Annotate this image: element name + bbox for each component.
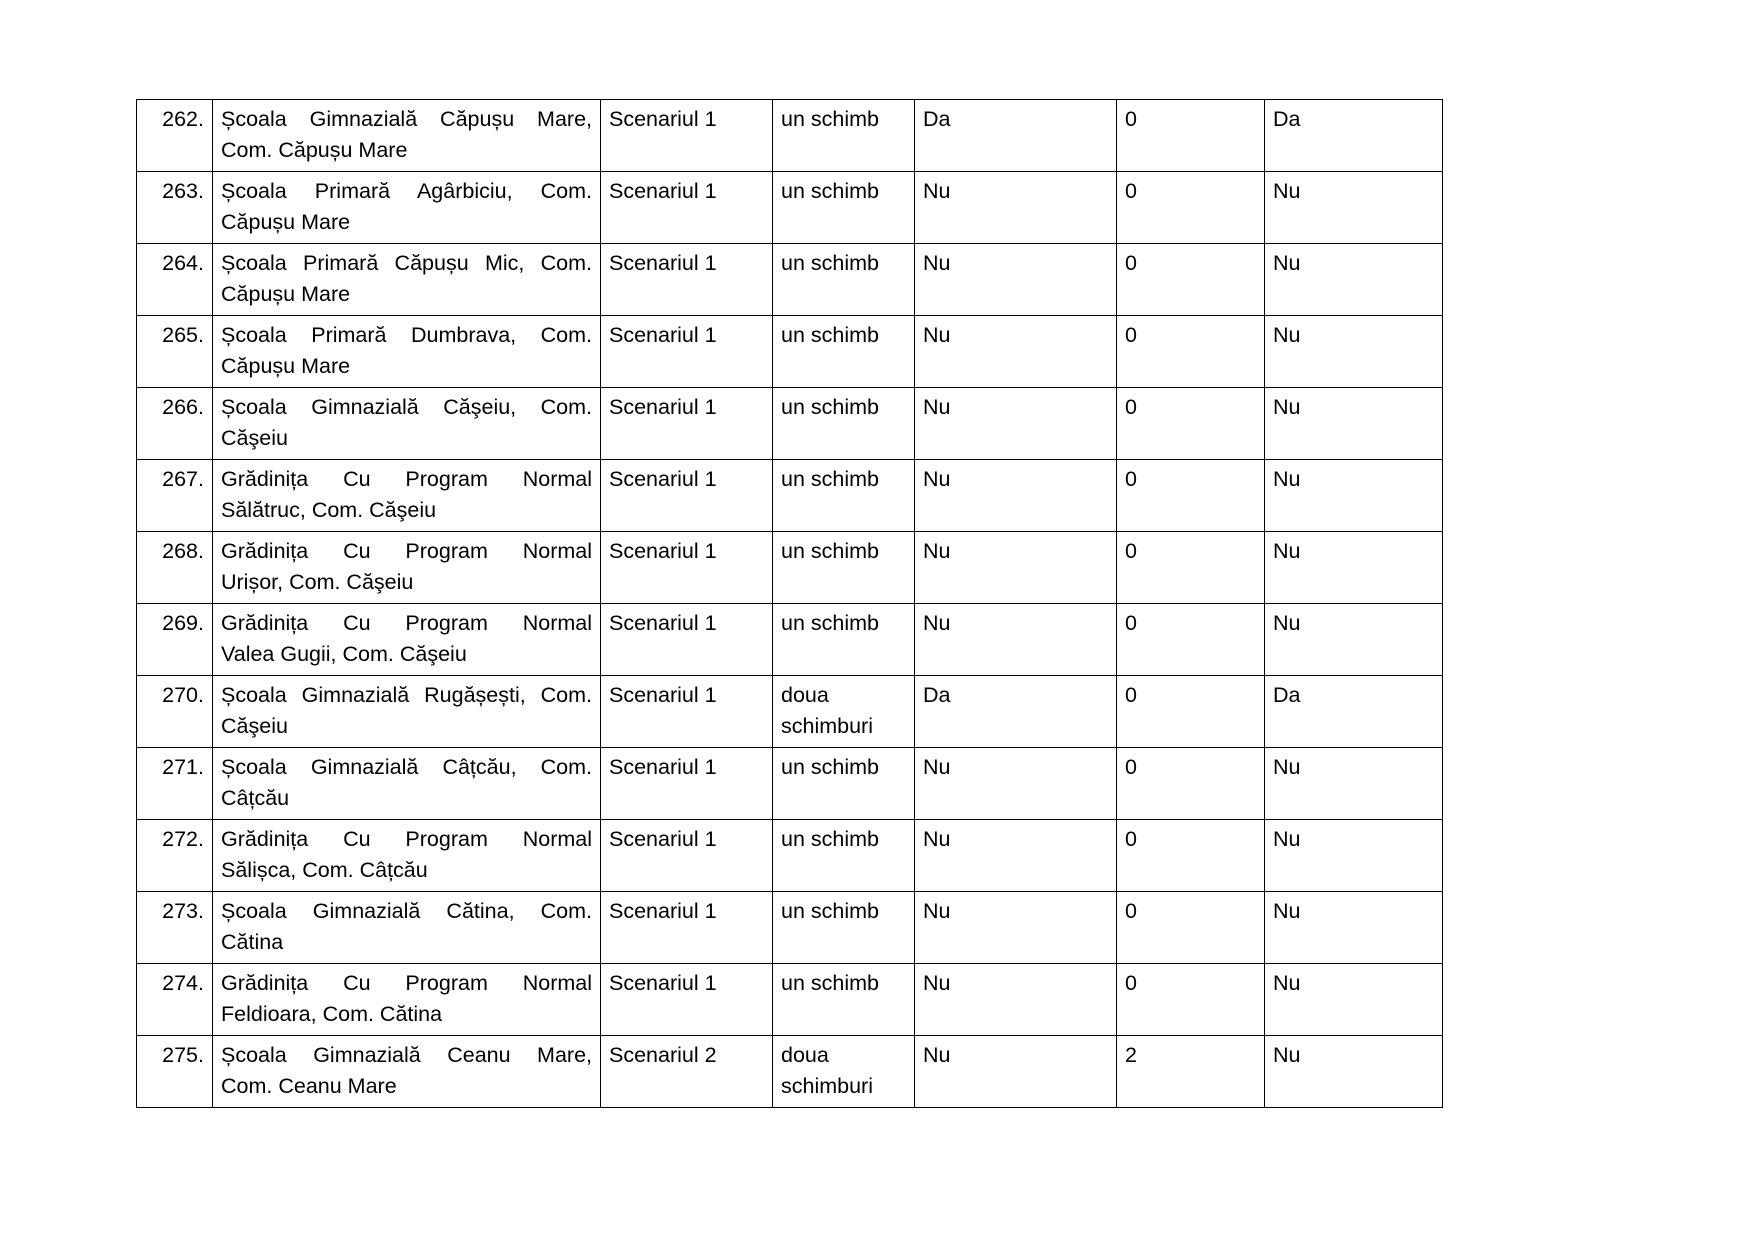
shift-line-1: un schimb (781, 611, 879, 636)
shift-line-1: un schimb (781, 323, 879, 348)
cell-shift (773, 676, 915, 748)
cell-index: 274. (137, 964, 213, 1036)
cell-shift (773, 244, 915, 316)
cell-count: 0 (1117, 532, 1265, 604)
shift-line-1: un schimb (781, 395, 879, 420)
cell-index: 270. (137, 676, 213, 748)
cell-school-name (213, 964, 601, 1036)
school-name-line-2: Căpușu Mare (221, 281, 351, 306)
table-row (137, 172, 1443, 244)
school-name-line-1: Grădinița Cu Program Normal (221, 467, 592, 492)
table-row (137, 244, 1443, 316)
cell-scenario: Scenariul 1 (601, 748, 773, 820)
cell-school-name (213, 172, 601, 244)
cell-school-name (213, 244, 601, 316)
cell-count: 0 (1117, 604, 1265, 676)
cell-shift (773, 100, 915, 172)
school-name-line-1: Școala Primară Căpușu Mic, Com. (221, 251, 592, 276)
cell-school-name (213, 388, 601, 460)
shift-line-2: schimburi (781, 713, 873, 738)
cell-school-name (213, 748, 601, 820)
cell-flag-secondary: Nu (1265, 172, 1443, 244)
cell-flag-primary: Nu (915, 820, 1117, 892)
cell-flag-primary: Da (915, 100, 1117, 172)
school-name-line-1: Grădinița Cu Program Normal (221, 539, 592, 564)
cell-school-name (213, 460, 601, 532)
school-name-line-2: Căpușu Mare (221, 209, 351, 234)
table-row (137, 892, 1443, 964)
cell-count: 0 (1117, 748, 1265, 820)
cell-count: 0 (1117, 460, 1265, 532)
cell-scenario: Scenariul 1 (601, 676, 773, 748)
cell-scenario: Scenariul 1 (601, 316, 773, 388)
cell-school-name (213, 892, 601, 964)
school-name-line-2: Valea Gugii, Com. Căşeiu (221, 641, 467, 666)
cell-shift (773, 532, 915, 604)
school-name-line-2: Câțcău (221, 785, 290, 810)
school-name-line-1: Școala Primară Dumbrava, Com. (221, 323, 592, 348)
cell-index: 262. (137, 100, 213, 172)
cell-count: 0 (1117, 892, 1265, 964)
table-row (137, 748, 1443, 820)
cell-flag-secondary: Nu (1265, 964, 1443, 1036)
shift-line-1: doua (781, 1043, 829, 1068)
cell-flag-primary: Nu (915, 604, 1117, 676)
shift-line-1: un schimb (781, 467, 879, 492)
cell-index: 271. (137, 748, 213, 820)
table-row (137, 532, 1443, 604)
cell-scenario: Scenariul 1 (601, 532, 773, 604)
cell-index: 266. (137, 388, 213, 460)
cell-flag-primary: Nu (915, 748, 1117, 820)
school-name-line-1: Grădinița Cu Program Normal (221, 827, 592, 852)
cell-scenario: Scenariul 2 (601, 1036, 773, 1108)
shift-line-1: un schimb (781, 827, 879, 852)
cell-count: 0 (1117, 316, 1265, 388)
cell-index: 269. (137, 604, 213, 676)
cell-school-name (213, 676, 601, 748)
school-name-line-2: Com. Ceanu Mare (221, 1073, 397, 1098)
cell-scenario: Scenariul 1 (601, 172, 773, 244)
school-name-line-1: Școala Gimnazială Rugășești, Com. (221, 683, 592, 708)
school-name-line-1: Școala Gimnazială Căpușu Mare, (221, 107, 592, 131)
table-row (137, 100, 1443, 172)
cell-flag-secondary: Da (1265, 676, 1443, 748)
cell-index: 267. (137, 460, 213, 532)
cell-scenario: Scenariul 1 (601, 892, 773, 964)
school-name-line-2: Sălătruc, Com. Căşeiu (221, 497, 437, 522)
cell-index: 275. (137, 1036, 213, 1108)
cell-index: 268. (137, 532, 213, 604)
cell-flag-secondary: Nu (1265, 244, 1443, 316)
cell-flag-secondary: Nu (1265, 460, 1443, 532)
school-name-line-1: Școala Gimnazială Ceanu Mare, (221, 1043, 592, 1068)
cell-flag-secondary: Nu (1265, 748, 1443, 820)
cell-index: 265. (137, 316, 213, 388)
cell-flag-secondary: Nu (1265, 604, 1443, 676)
school-name-line-2: Sălișca, Com. Câțcău (221, 857, 428, 882)
cell-flag-primary: Nu (915, 172, 1117, 244)
table-row (137, 604, 1443, 676)
cell-school-name (213, 100, 601, 172)
school-name-line-1: Grădinița Cu Program Normal (221, 971, 592, 996)
cell-shift (773, 172, 915, 244)
cell-school-name (213, 532, 601, 604)
cell-school-name (213, 1036, 601, 1108)
shift-line-1: un schimb (781, 755, 879, 780)
cell-shift (773, 388, 915, 460)
cell-shift (773, 964, 915, 1036)
cell-index: 263. (137, 172, 213, 244)
cell-count: 2 (1117, 1036, 1265, 1108)
table-row (137, 820, 1443, 892)
cell-shift (773, 748, 915, 820)
cell-scenario: Scenariul 1 (601, 820, 773, 892)
cell-scenario: Scenariul 1 (601, 964, 773, 1036)
school-name-line-2: Cătina (221, 929, 284, 954)
cell-flag-secondary: Nu (1265, 316, 1443, 388)
table-row (137, 964, 1443, 1036)
cell-scenario: Scenariul 1 (601, 460, 773, 532)
cell-scenario: Scenariul 1 (601, 604, 773, 676)
school-name-line-2: Com. Căpușu Mare (221, 137, 408, 162)
cell-scenario: Scenariul 1 (601, 388, 773, 460)
cell-flag-secondary: Nu (1265, 892, 1443, 964)
cell-flag-primary: Nu (915, 892, 1117, 964)
shift-line-1: un schimb (781, 971, 879, 996)
school-name-line-1: Școala Gimnazială Cătina, Com. (221, 899, 592, 924)
table-container (136, 99, 1442, 1108)
cell-shift (773, 460, 915, 532)
cell-shift (773, 1036, 915, 1108)
cell-school-name (213, 604, 601, 676)
cell-flag-secondary: Nu (1265, 532, 1443, 604)
school-name-line-1: Școala Primară Agârbiciu, Com. (221, 179, 592, 204)
table-row (137, 316, 1443, 388)
cell-school-name (213, 316, 601, 388)
table-row (137, 388, 1443, 460)
cell-flag-secondary: Da (1265, 100, 1443, 172)
cell-flag-primary: Nu (915, 964, 1117, 1036)
shift-line-2: schimburi (781, 1073, 873, 1098)
cell-index: 264. (137, 244, 213, 316)
shift-line-1: un schimb (781, 899, 879, 924)
school-name-line-1: Școala Gimnazială Căşeiu, Com. (221, 395, 592, 420)
table-row (137, 460, 1443, 532)
cell-flag-primary: Da (915, 676, 1117, 748)
school-name-line-1: Școala Gimnazială Câțcău, Com. (221, 755, 592, 780)
cell-shift (773, 604, 915, 676)
cell-flag-primary: Nu (915, 244, 1117, 316)
cell-scenario: Scenariul 1 (601, 244, 773, 316)
cell-shift (773, 892, 915, 964)
cell-shift (773, 820, 915, 892)
cell-flag-secondary: Nu (1265, 1036, 1443, 1108)
cell-flag-primary: Nu (915, 532, 1117, 604)
shift-line-1: un schimb (781, 251, 879, 276)
shift-line-1: un schimb (781, 107, 879, 131)
cell-shift (773, 316, 915, 388)
cell-school-name (213, 820, 601, 892)
cell-flag-primary: Nu (915, 1036, 1117, 1108)
table-row (137, 1036, 1443, 1108)
table-body (137, 100, 1443, 1108)
cell-index: 273. (137, 892, 213, 964)
school-name-line-2: Căşeiu (221, 713, 288, 738)
cell-flag-primary: Nu (915, 388, 1117, 460)
cell-count: 0 (1117, 244, 1265, 316)
school-name-line-1: Grădinița Cu Program Normal (221, 611, 592, 636)
cell-index: 272. (137, 820, 213, 892)
school-name-line-2: Urișor, Com. Căşeiu (221, 569, 414, 594)
cell-flag-primary: Nu (915, 460, 1117, 532)
school-name-line-2: Căpușu Mare (221, 353, 351, 378)
schools-scenario-table (136, 99, 1443, 1108)
shift-line-1: doua (781, 683, 829, 708)
cell-flag-secondary: Nu (1265, 388, 1443, 460)
cell-flag-primary: Nu (915, 316, 1117, 388)
school-name-line-2: Feldioara, Com. Cătina (221, 1001, 443, 1026)
cell-count: 0 (1117, 964, 1265, 1036)
cell-count: 0 (1117, 100, 1265, 172)
shift-line-1: un schimb (781, 179, 879, 204)
cell-count: 0 (1117, 172, 1265, 244)
shift-line-1: un schimb (781, 539, 879, 564)
cell-count: 0 (1117, 820, 1265, 892)
table-row (137, 676, 1443, 748)
cell-count: 0 (1117, 676, 1265, 748)
school-name-line-2: Căşeiu (221, 425, 288, 450)
cell-flag-secondary: Nu (1265, 820, 1443, 892)
cell-scenario: Scenariul 1 (601, 100, 773, 172)
cell-count: 0 (1117, 388, 1265, 460)
